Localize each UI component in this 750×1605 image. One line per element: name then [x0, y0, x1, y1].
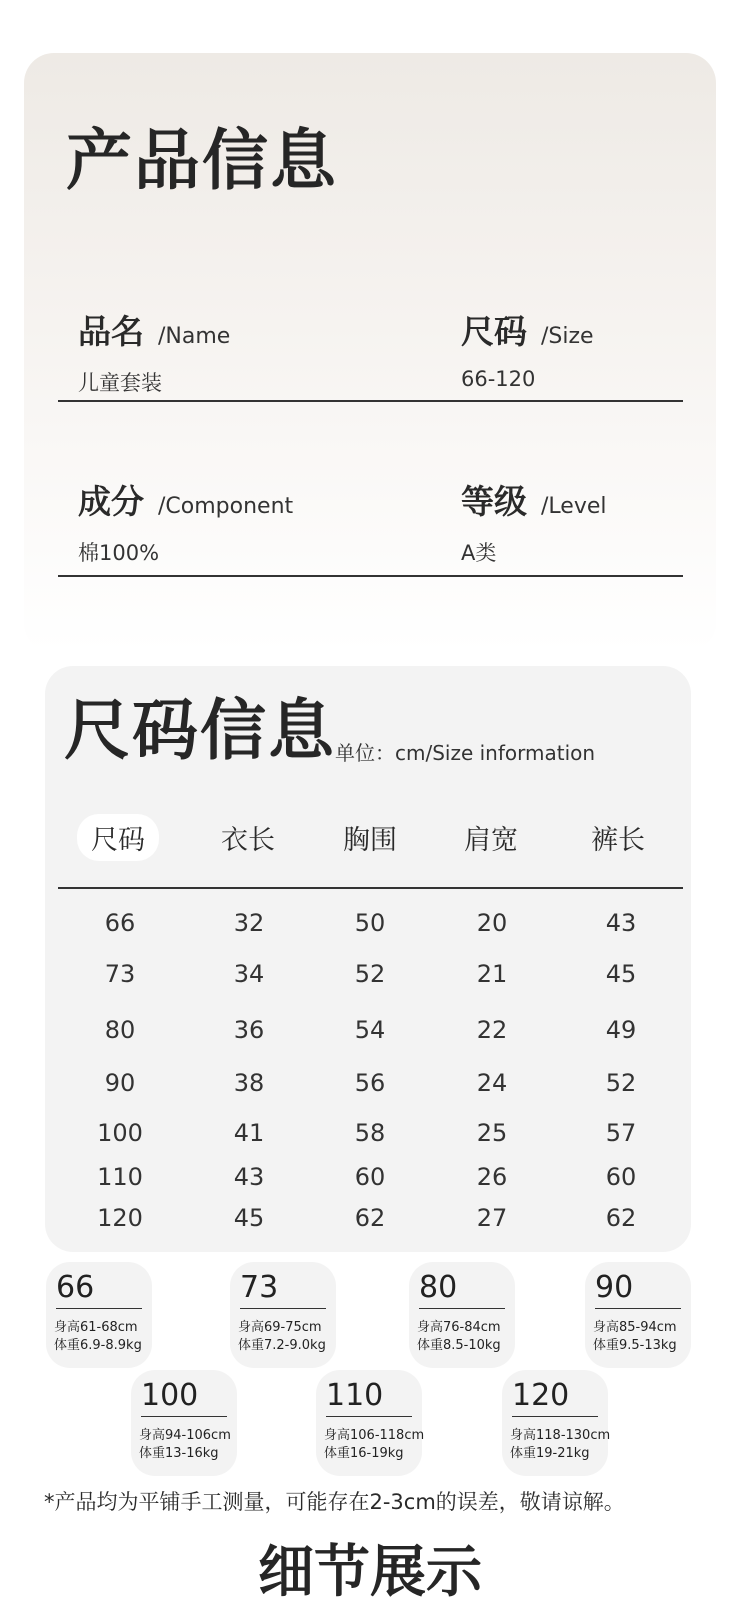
size-guide-chip — [409, 1262, 515, 1368]
table-header-size: 尺码 — [77, 814, 159, 861]
chip-weight: 体重9.5-13kg — [593, 1338, 677, 1353]
table-cell: 20 — [476, 909, 508, 937]
size-guide-chip — [502, 1370, 611, 1476]
table-cell: 27 — [476, 1204, 508, 1232]
chip-divider — [240, 1308, 326, 1309]
table-cell: 43 — [233, 1163, 265, 1191]
table-cell: 38 — [233, 1069, 265, 1097]
chip-size: 120 — [512, 1378, 570, 1413]
chip-size: 90 — [595, 1270, 634, 1305]
size-unit-label: 单位：cm/Size information — [335, 741, 596, 765]
chip-size: 66 — [56, 1270, 95, 1305]
chip-height: 身高69-75cm — [238, 1320, 322, 1335]
table-cell: 62 — [605, 1204, 637, 1232]
field-level-value: A类 — [461, 541, 497, 565]
field-component-sub: /Component — [158, 494, 294, 519]
chip-height: 身高61-68cm — [54, 1320, 138, 1335]
chip-divider — [141, 1416, 227, 1417]
table-cell: 26 — [476, 1163, 508, 1191]
table-cell: 110 — [97, 1163, 143, 1191]
table-cell: 32 — [233, 909, 265, 937]
field-component — [78, 476, 293, 567]
table-cell: 120 — [97, 1204, 143, 1232]
chip-size: 73 — [240, 1270, 279, 1305]
chip-size: 110 — [326, 1378, 384, 1413]
chip-weight: 体重7.2-9.0kg — [238, 1338, 326, 1353]
table-cell: 41 — [233, 1119, 265, 1147]
table-cell: 45 — [233, 1204, 265, 1232]
table-cell: 62 — [354, 1204, 386, 1232]
chip-weight: 体重8.5-10kg — [417, 1338, 501, 1353]
detail-section-title: 细节展示 — [258, 1540, 482, 1605]
chip-height: 身高106-118cm — [324, 1428, 425, 1443]
chip-divider — [56, 1308, 142, 1309]
table-cell: 24 — [476, 1069, 508, 1097]
table-cell: 54 — [354, 1016, 386, 1044]
table-cell: 66 — [104, 909, 136, 937]
table-cell: 21 — [476, 960, 508, 988]
table-cell: 43 — [605, 909, 637, 937]
size-guide-chip — [46, 1262, 152, 1368]
table-cell: 100 — [97, 1119, 143, 1147]
chip-weight: 体重19-21kg — [510, 1446, 590, 1461]
table-cell: 52 — [605, 1069, 637, 1097]
table-cell: 57 — [605, 1119, 637, 1147]
product-info-title: 产品信息 — [66, 122, 338, 199]
field-name-sub: /Name — [158, 324, 231, 349]
field-component-value: 棉100% — [78, 541, 160, 565]
chip-height: 身高85-94cm — [593, 1320, 677, 1335]
table-cell: 60 — [605, 1163, 637, 1191]
chip-size: 80 — [419, 1270, 458, 1305]
chip-divider — [595, 1308, 681, 1309]
chip-weight: 体重6.9-8.9kg — [54, 1338, 142, 1353]
table-header-shoulder: 肩宽 — [464, 825, 518, 856]
table-cell: 80 — [104, 1016, 136, 1044]
divider — [58, 575, 683, 577]
field-name-value: 儿童套装 — [78, 371, 162, 395]
table-cell: 60 — [354, 1163, 386, 1191]
size-guide-chip — [316, 1370, 425, 1476]
field-size-value: 66-120 — [461, 367, 536, 391]
chip-divider — [512, 1416, 598, 1417]
table-cell: 36 — [233, 1016, 265, 1044]
table-cell: 90 — [104, 1069, 136, 1097]
table-cell: 50 — [354, 909, 386, 937]
divider — [58, 400, 683, 402]
field-level-sub: /Level — [541, 494, 607, 519]
chip-height: 身高76-84cm — [417, 1320, 501, 1335]
field-component-label: 成分 — [78, 482, 144, 521]
table-cell: 56 — [354, 1069, 386, 1097]
chip-height: 身高118-130cm — [510, 1428, 611, 1443]
field-size — [461, 306, 594, 391]
size-guide-chip — [585, 1262, 691, 1368]
measurement-note: *产品均为平铺手工测量，可能存在2-3cm的误差，敬请谅解。 — [44, 1490, 625, 1514]
size-guide-chip — [230, 1262, 336, 1368]
table-header-pants: 裤长 — [591, 825, 645, 856]
table-header-length: 衣长 — [221, 825, 275, 856]
chip-weight: 体重13-16kg — [139, 1446, 219, 1461]
field-level — [461, 476, 606, 567]
table-header-divider — [58, 887, 683, 889]
chip-size: 100 — [141, 1378, 199, 1413]
table-cell: 34 — [233, 960, 265, 988]
table-cell: 22 — [476, 1016, 508, 1044]
size-info-title: 尺码信息 — [64, 692, 336, 769]
chip-weight: 体重16-19kg — [324, 1446, 404, 1461]
table-cell: 58 — [354, 1119, 386, 1147]
size-guide-chip — [131, 1370, 237, 1476]
chip-divider — [419, 1308, 505, 1309]
table-header-chest: 胸围 — [343, 825, 397, 856]
field-size-sub: /Size — [541, 324, 594, 349]
table-cell: 45 — [605, 960, 637, 988]
field-size-label: 尺码 — [461, 312, 527, 351]
field-name — [78, 306, 230, 397]
table-cell: 25 — [476, 1119, 508, 1147]
table-cell: 52 — [354, 960, 386, 988]
chip-divider — [326, 1416, 412, 1417]
table-cell: 49 — [605, 1016, 637, 1044]
table-cell: 73 — [104, 960, 136, 988]
chip-height: 身高94-106cm — [139, 1428, 231, 1443]
field-level-label: 等级 — [461, 482, 527, 521]
field-name-label: 品名 — [78, 312, 144, 351]
